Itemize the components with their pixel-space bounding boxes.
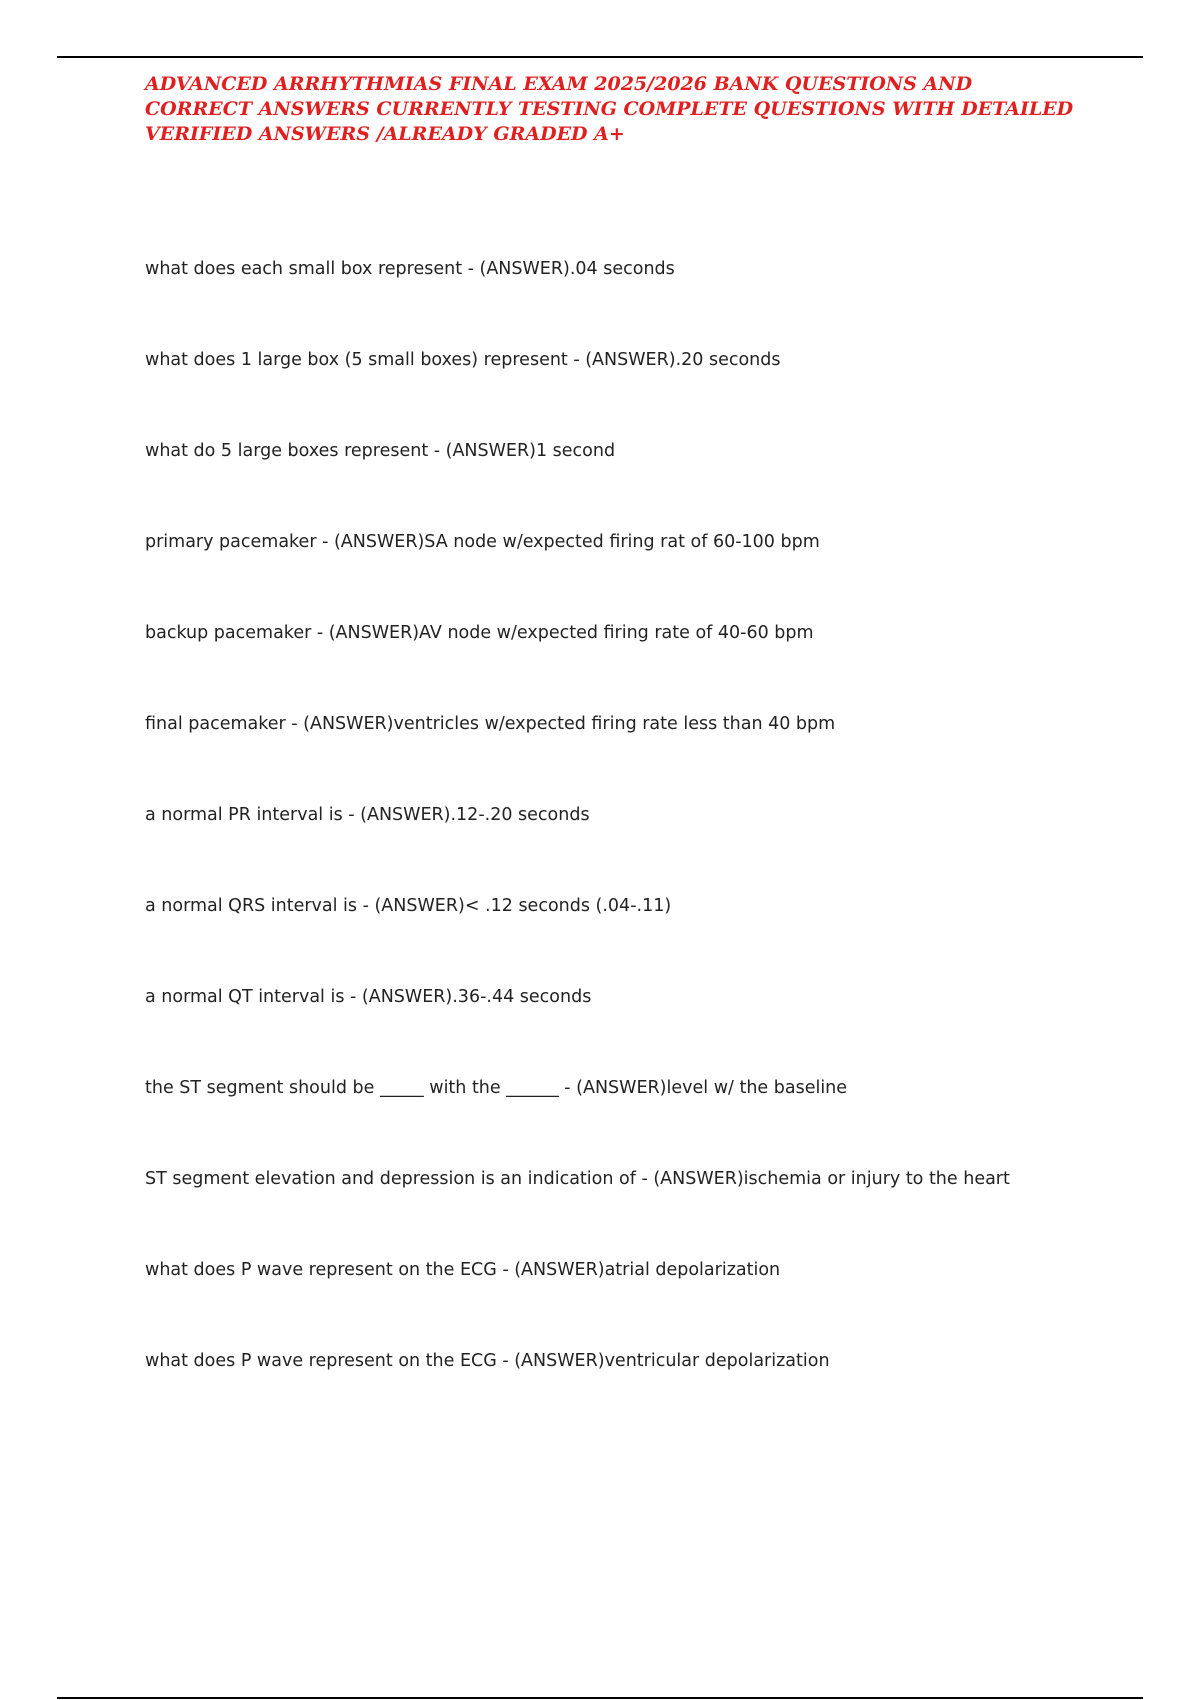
qa-item: a normal PR interval is - (ANSWER).12-.20 seconds xyxy=(145,805,590,825)
footer-rule xyxy=(57,1697,1143,1699)
qa-item: the ST segment should be _____ with the ______ - (ANSWER)level w/ the baseline xyxy=(145,1078,848,1098)
qa-item: what does 1 large box (5 small boxes) represent - (ANSWER).20 seconds xyxy=(145,350,781,370)
header-rule xyxy=(57,56,1143,58)
document-title: ADVANCED ARRHYTHMIAS FINAL EXAM 2025/2026 BANK QUESTIONS AND CORRECT ANSWERS CURRENTLY TESTING COMPLETE QUESTIONS WITH DETAILED VERIFIED ANSWERS /ALREADY GRADED A+ xyxy=(145,73,1074,145)
qa-item: a normal QRS interval is - (ANSWER)< .12 seconds (.04-.11) xyxy=(145,896,672,916)
qa-list xyxy=(145,255,1145,1438)
qa-item: what does P wave represent on the ECG - (ANSWER)ventricular depolarization xyxy=(145,1351,830,1371)
qa-item: a normal QT interval is - (ANSWER).36-.44 seconds xyxy=(145,987,592,1007)
qa-item: ST segment elevation and depression is an indication of - (ANSWER)ischemia or injury to the heart xyxy=(145,1169,1010,1189)
qa-item: primary pacemaker - (ANSWER)SA node w/expected firing rat of 60-100 bpm xyxy=(145,532,820,552)
qa-item: backup pacemaker - (ANSWER)AV node w/expected firing rate of 40-60 bpm xyxy=(145,623,814,643)
qa-item: what do 5 large boxes represent - (ANSWER)1 second xyxy=(145,441,616,461)
qa-item: final pacemaker - (ANSWER)ventricles w/expected firing rate less than 40 bpm xyxy=(145,714,836,734)
qa-item: what does P wave represent on the ECG - (ANSWER)atrial depolarization xyxy=(145,1260,781,1280)
qa-item: what does each small box represent - (ANSWER).04 seconds xyxy=(145,259,675,279)
